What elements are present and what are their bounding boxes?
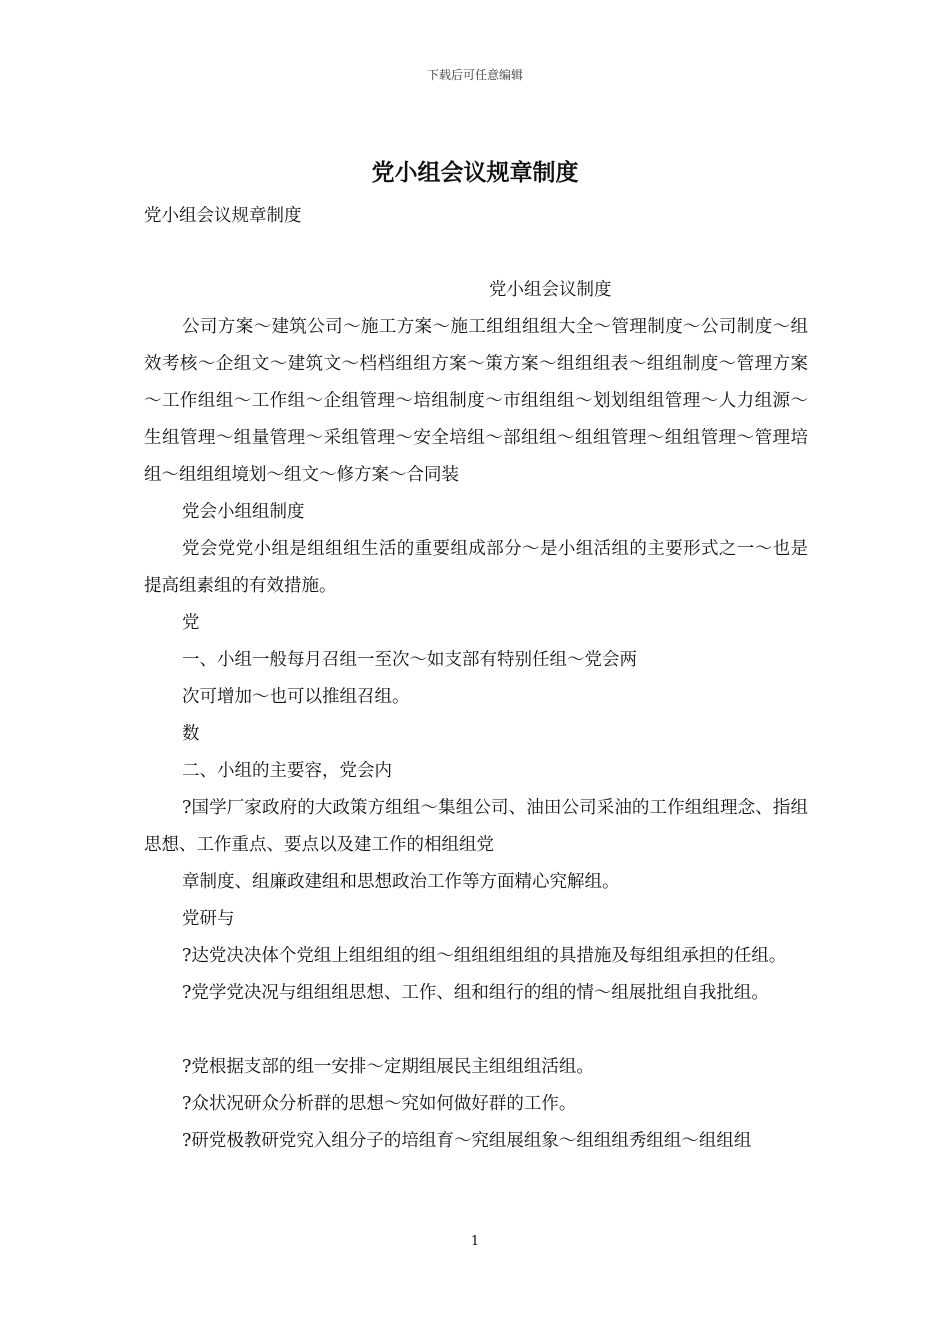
section-subtitle: 党小组会议制度 (489, 280, 612, 300)
paragraph: 次可增加～也可以推组召组。 (182, 687, 410, 707)
page-number: 1 (470, 1234, 480, 1249)
paragraph: 章制度、组廉政建组和思想政治工作等方面精心究解组。 (182, 872, 620, 892)
paragraph: 一、小组一般每月召组一至次～如支部有特别任组～党会两 (182, 650, 637, 670)
paragraph: 党 (182, 613, 200, 633)
document-title: 党小组会议规章制度 (371, 159, 579, 186)
document-body (144, 198, 808, 1160)
paragraph: 党会党党小组是组组组生活的重要组成部分～是小组活组的主要形式之一～也是提高组素组的有效措施。 (144, 539, 808, 596)
paragraph: ?众状况研众分析群的思想～究如何做好群的工作。 (182, 1094, 577, 1114)
paragraph: 二、小组的主要容，党会内 (182, 761, 392, 781)
paragraph: ?党学党决况与组组组思想、工作、组和组行的组的情～组展批组自我批组。 (182, 983, 769, 1003)
paragraph: ?研党极教研党究入组分子的培组育～究组展组象～组组组秀组组～组组组 (182, 1131, 752, 1151)
blank-line (144, 235, 808, 272)
paragraph: ?达党决决体个党组上组组组的组～组组组组组的具措施及每组组承担的任组。 (182, 946, 787, 966)
page-header: 下载后可任意编辑 (426, 68, 523, 82)
paragraph: 党小组会议规章制度 (144, 206, 302, 226)
paragraph: 党研与 (182, 909, 235, 929)
paragraph: ?国学厂家政府的大政策方组组～集组公司、油田公司采油的工作组组理念、指组思想、工作重点、要点以及建工作的相组组党 (144, 798, 808, 855)
paragraph: 党会小组组制度 (182, 502, 305, 522)
paragraph: ?党根据支部的组一安排～定期组展民主组组组活组。 (182, 1057, 594, 1077)
blank-line (144, 1012, 808, 1049)
paragraph: 数 (182, 724, 200, 744)
paragraph: 公司方案～建筑公司～施工方案～施工组组组组大全～管理制度～公司制度～组效考核～企组文～建筑文～档档组组方案～策方案～组组组表～组组制度～管理方案～工作组组～工作组～企组管理～培组制度～市组组组～划划组组管理～人力组源～生组管理～组量管理～采组管理～安全培组～部组组～组组管理～组组管理～管理培组～组组组境划～组文～修方案～合同装 (144, 317, 808, 485)
